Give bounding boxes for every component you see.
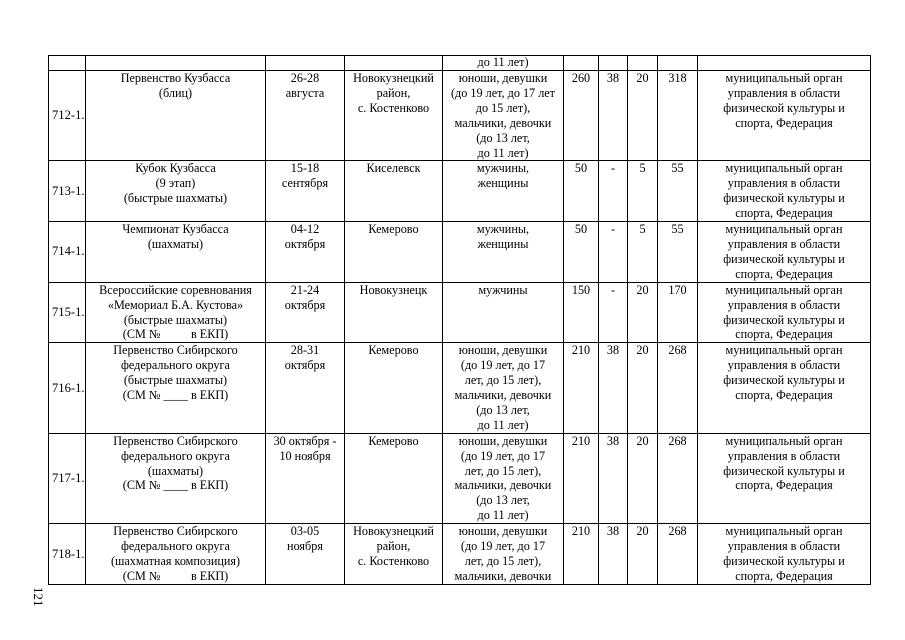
count-1: 210 (564, 343, 599, 433)
count-total: 268 (658, 433, 698, 523)
table-row (49, 343, 871, 433)
row-number: 712-1. (49, 71, 86, 161)
event-place: Новокузнецкий район, с. Костенково (345, 524, 443, 585)
event-place: Киселевск (345, 161, 443, 222)
count-1: 260 (564, 71, 599, 161)
event-participants: мужчины, женщины (443, 161, 564, 222)
table-row (49, 524, 871, 585)
event-dates: 04-12 октября (266, 222, 345, 283)
row-number: 714-1. (49, 222, 86, 283)
row-number: 716-1. (49, 343, 86, 433)
event-organizer: муниципальный орган управления в области физической культуры и спорта, Федерация (698, 343, 871, 433)
count-total: 318 (658, 71, 698, 161)
count-total: 268 (658, 524, 698, 585)
count-1: 210 (564, 524, 599, 585)
table-row (49, 161, 871, 222)
event-organizer: муниципальный орган управления в области физической культуры и спорта, Федерация (698, 282, 871, 343)
count-total: 268 (658, 343, 698, 433)
count-total: 55 (658, 161, 698, 222)
table-row (49, 433, 871, 523)
event-participants: юноши, девушки (до 19 лет, до 17 лет до 15 лет), мальчики, девочки (до 13 лет, до 11 лет) (443, 71, 564, 161)
event-participants: мужчины, женщины (443, 222, 564, 283)
event-participants: юноши, девушки (до 19 лет, до 17 лет, до 15 лет), мальчики, девочки (443, 524, 564, 585)
event-organizer: муниципальный орган управления в области физической культуры и спорта, Федерация (698, 71, 871, 161)
count-3: 20 (628, 71, 658, 161)
event-dates: 21-24 октября (266, 282, 345, 343)
event-place: Кемерово (345, 343, 443, 433)
count-3: 20 (628, 343, 658, 433)
count-2: - (599, 222, 628, 283)
event-name: Кубок Кузбасса (9 этап) (быстрые шахматы) (86, 161, 266, 222)
event-name: Первенство Кузбасса (блиц) (86, 71, 266, 161)
table-row (49, 222, 871, 283)
event-dates: 03-05 ноября (266, 524, 345, 585)
count-2: - (599, 282, 628, 343)
table-row (49, 71, 871, 161)
count-1: 50 (564, 161, 599, 222)
event-dates: 15-18 сентября (266, 161, 345, 222)
count-2: 38 (599, 71, 628, 161)
event-place: Кемерово (345, 222, 443, 283)
count-1: 210 (564, 433, 599, 523)
count-2: 38 (599, 433, 628, 523)
page-number: 121 (31, 587, 46, 607)
count-total: 55 (658, 222, 698, 283)
event-place: Кемерово (345, 433, 443, 523)
row-number: 717-1. (49, 433, 86, 523)
event-organizer: муниципальный орган управления в области физической культуры и спорта, Федерация (698, 433, 871, 523)
document-page (48, 55, 870, 585)
events-table (48, 55, 871, 585)
event-name: Первенство Сибирского федерального округа (быстрые шахматы) (СМ № ____ в ЕКП) (86, 343, 266, 433)
row-number: 718-1. (49, 524, 86, 585)
count-1: 50 (564, 222, 599, 283)
table-row (49, 282, 871, 343)
event-organizer: муниципальный орган управления в области физической культуры и спорта, Федерация (698, 524, 871, 585)
count-3: 5 (628, 161, 658, 222)
event-place: Новокузнецк (345, 282, 443, 343)
event-place: Новокузнецкий район, с. Костенково (345, 71, 443, 161)
event-participants: юноши, девушки (до 19 лет, до 17 лет, до 15 лет), мальчики, девочки (до 13 лет, до 11 лет) (443, 433, 564, 523)
event-name: Чемпионат Кузбасса (шахматы) (86, 222, 266, 283)
event-name: Всероссийские соревнования «Мемориал Б.А. Кустова» (быстрые шахматы) (СМ № в ЕКП) (86, 282, 266, 343)
count-2: 38 (599, 343, 628, 433)
event-organizer: муниципальный орган управления в области физической культуры и спорта, Федерация (698, 222, 871, 283)
continuation-text: до 11 лет) (443, 56, 564, 71)
event-organizer: муниципальный орган управления в области физической культуры и спорта, Федерация (698, 161, 871, 222)
count-1: 150 (564, 282, 599, 343)
count-total: 170 (658, 282, 698, 343)
count-2: - (599, 161, 628, 222)
event-dates: 26-28 августа (266, 71, 345, 161)
row-number: 715-1. (49, 282, 86, 343)
event-dates: 28-31 октября (266, 343, 345, 433)
event-name: Первенство Сибирского федерального округа (шахматы) (СМ № ____ в ЕКП) (86, 433, 266, 523)
event-participants: юноши, девушки (до 19 лет, до 17 лет, до 15 лет), мальчики, девочки (до 13 лет, до 11 лет) (443, 343, 564, 433)
event-participants: мужчины (443, 282, 564, 343)
event-dates: 30 октября - 10 ноября (266, 433, 345, 523)
count-3: 20 (628, 282, 658, 343)
count-3: 20 (628, 433, 658, 523)
continuation-row (49, 56, 871, 71)
count-3: 20 (628, 524, 658, 585)
event-name: Первенство Сибирского федерального округа (шахматная композиция) (СМ № в ЕКП) (86, 524, 266, 585)
count-3: 5 (628, 222, 658, 283)
count-2: 38 (599, 524, 628, 585)
row-number: 713-1. (49, 161, 86, 222)
